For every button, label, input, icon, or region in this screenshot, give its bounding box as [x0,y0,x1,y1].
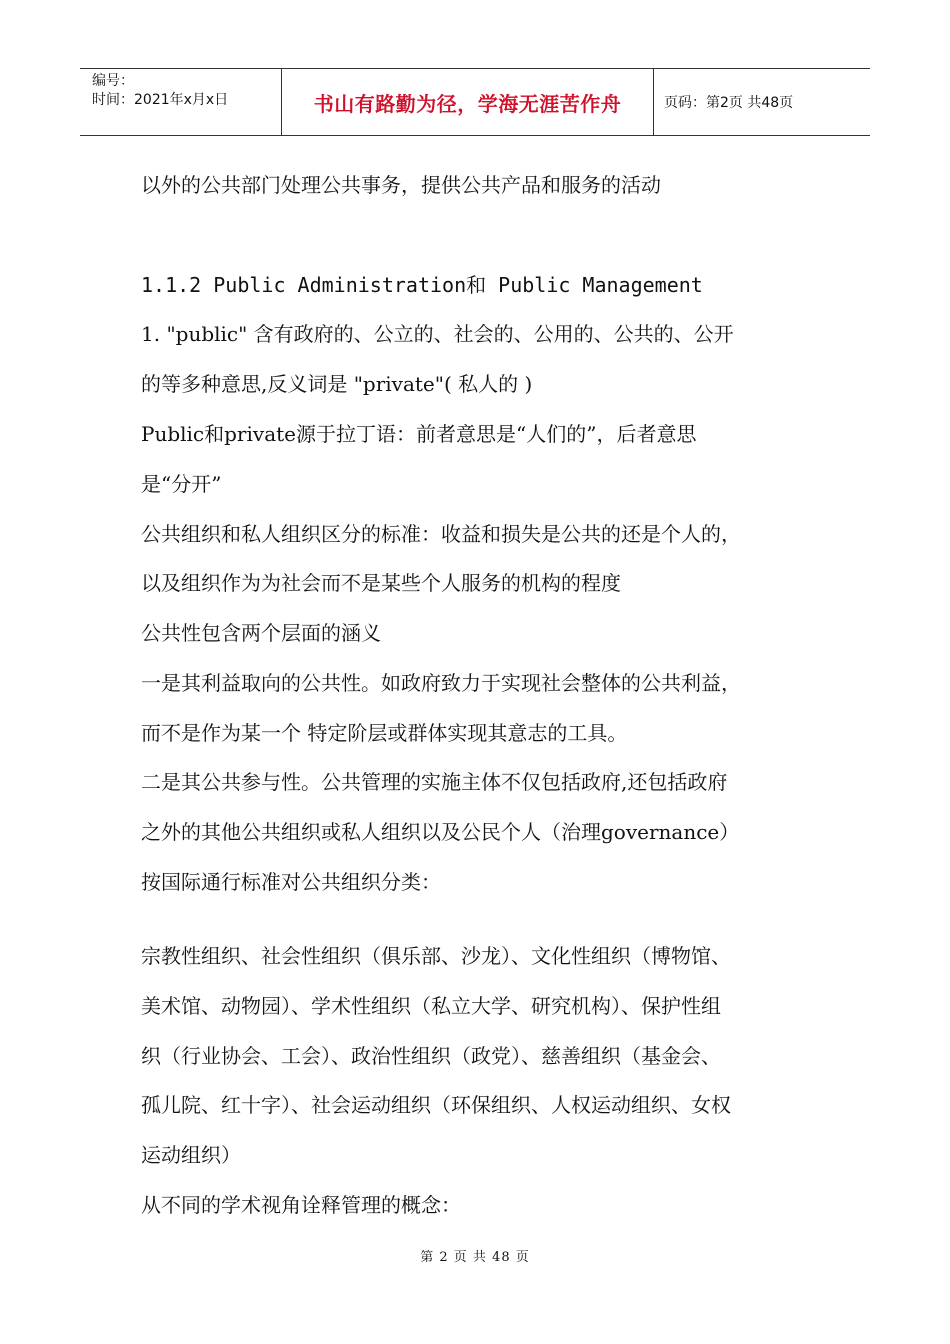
body-line-4: 的等多种意思,反义词是 "private"( 私人的 ) [141,372,533,396]
document-date: 时间：2021年x月x日 [92,92,229,108]
body-line-20: 从不同的学术视角诠释管理的概念： [141,1193,461,1217]
header-motto: 书山有路勤为径，学海无涯苦作舟 [282,69,654,135]
body-line-7: 公共组织和私人组织区分的标准：收益和损失是公共的还是个人的， [141,522,741,546]
body-line-11: 而不是作为某一个 特定阶层或群体实现其意志的工具。 [141,721,628,745]
body-line-15: 宗教性组织、社会性组织（俱乐部、沙龙）、文化性组织（博物馆、 [141,944,731,968]
section-heading-1-1-2: 1.1.2 Public Administration和 Public Management [141,273,703,297]
body-line-12: 二是其公共参与性。公共管理的实施主体不仅包括政府,还包括政府 [141,770,728,794]
body-line-6: 是“分开” [141,472,222,496]
body-line-10: 一是其利益取向的公共性。如政府致力于实现社会整体的公共利益， [141,671,741,695]
header-table [80,68,870,136]
body-line-14: 按国际通行标准对公共组织分类： [141,870,441,894]
body-line-18: 孤儿院、红十字）、社会运动组织（环保组织、人权运动组织、女权 [141,1093,731,1117]
body-line-3: 1. "public" 含有政府的、公立的、社会的、公用的、公共的、公开 [141,322,734,346]
document-number-label: 编号： [92,73,134,89]
body-line-8: 以及组织作为为社会而不是某些个人服务的机构的程度 [141,571,621,595]
body-line-1: 以外的公共部门处理公共事务，提供公共产品和服务的活动 [141,173,661,197]
page-footer: 第 2 页 共 48 页 [420,1250,530,1265]
body-line-13: 之外的其他公共组织或私人组织以及公民个人（治理governance） [141,820,740,844]
body-line-9: 公共性包含两个层面的涵义 [141,621,381,645]
body-line-17: 织（行业协会、工会）、政治性组织（政党）、慈善组织（基金会、 [141,1044,721,1068]
header-meta-cell [80,69,282,135]
body-line-16: 美术馆、动物园）、学术性组织（私立大学、研究机构）、保护性组 [141,994,721,1018]
header-page-info: 页码：第2页 共48页 [664,95,794,111]
body-line-5: Public和private源于拉丁语：前者意思是“人们的”，后者意思 [141,422,697,446]
body-line-19: 运动组织） [141,1143,241,1167]
